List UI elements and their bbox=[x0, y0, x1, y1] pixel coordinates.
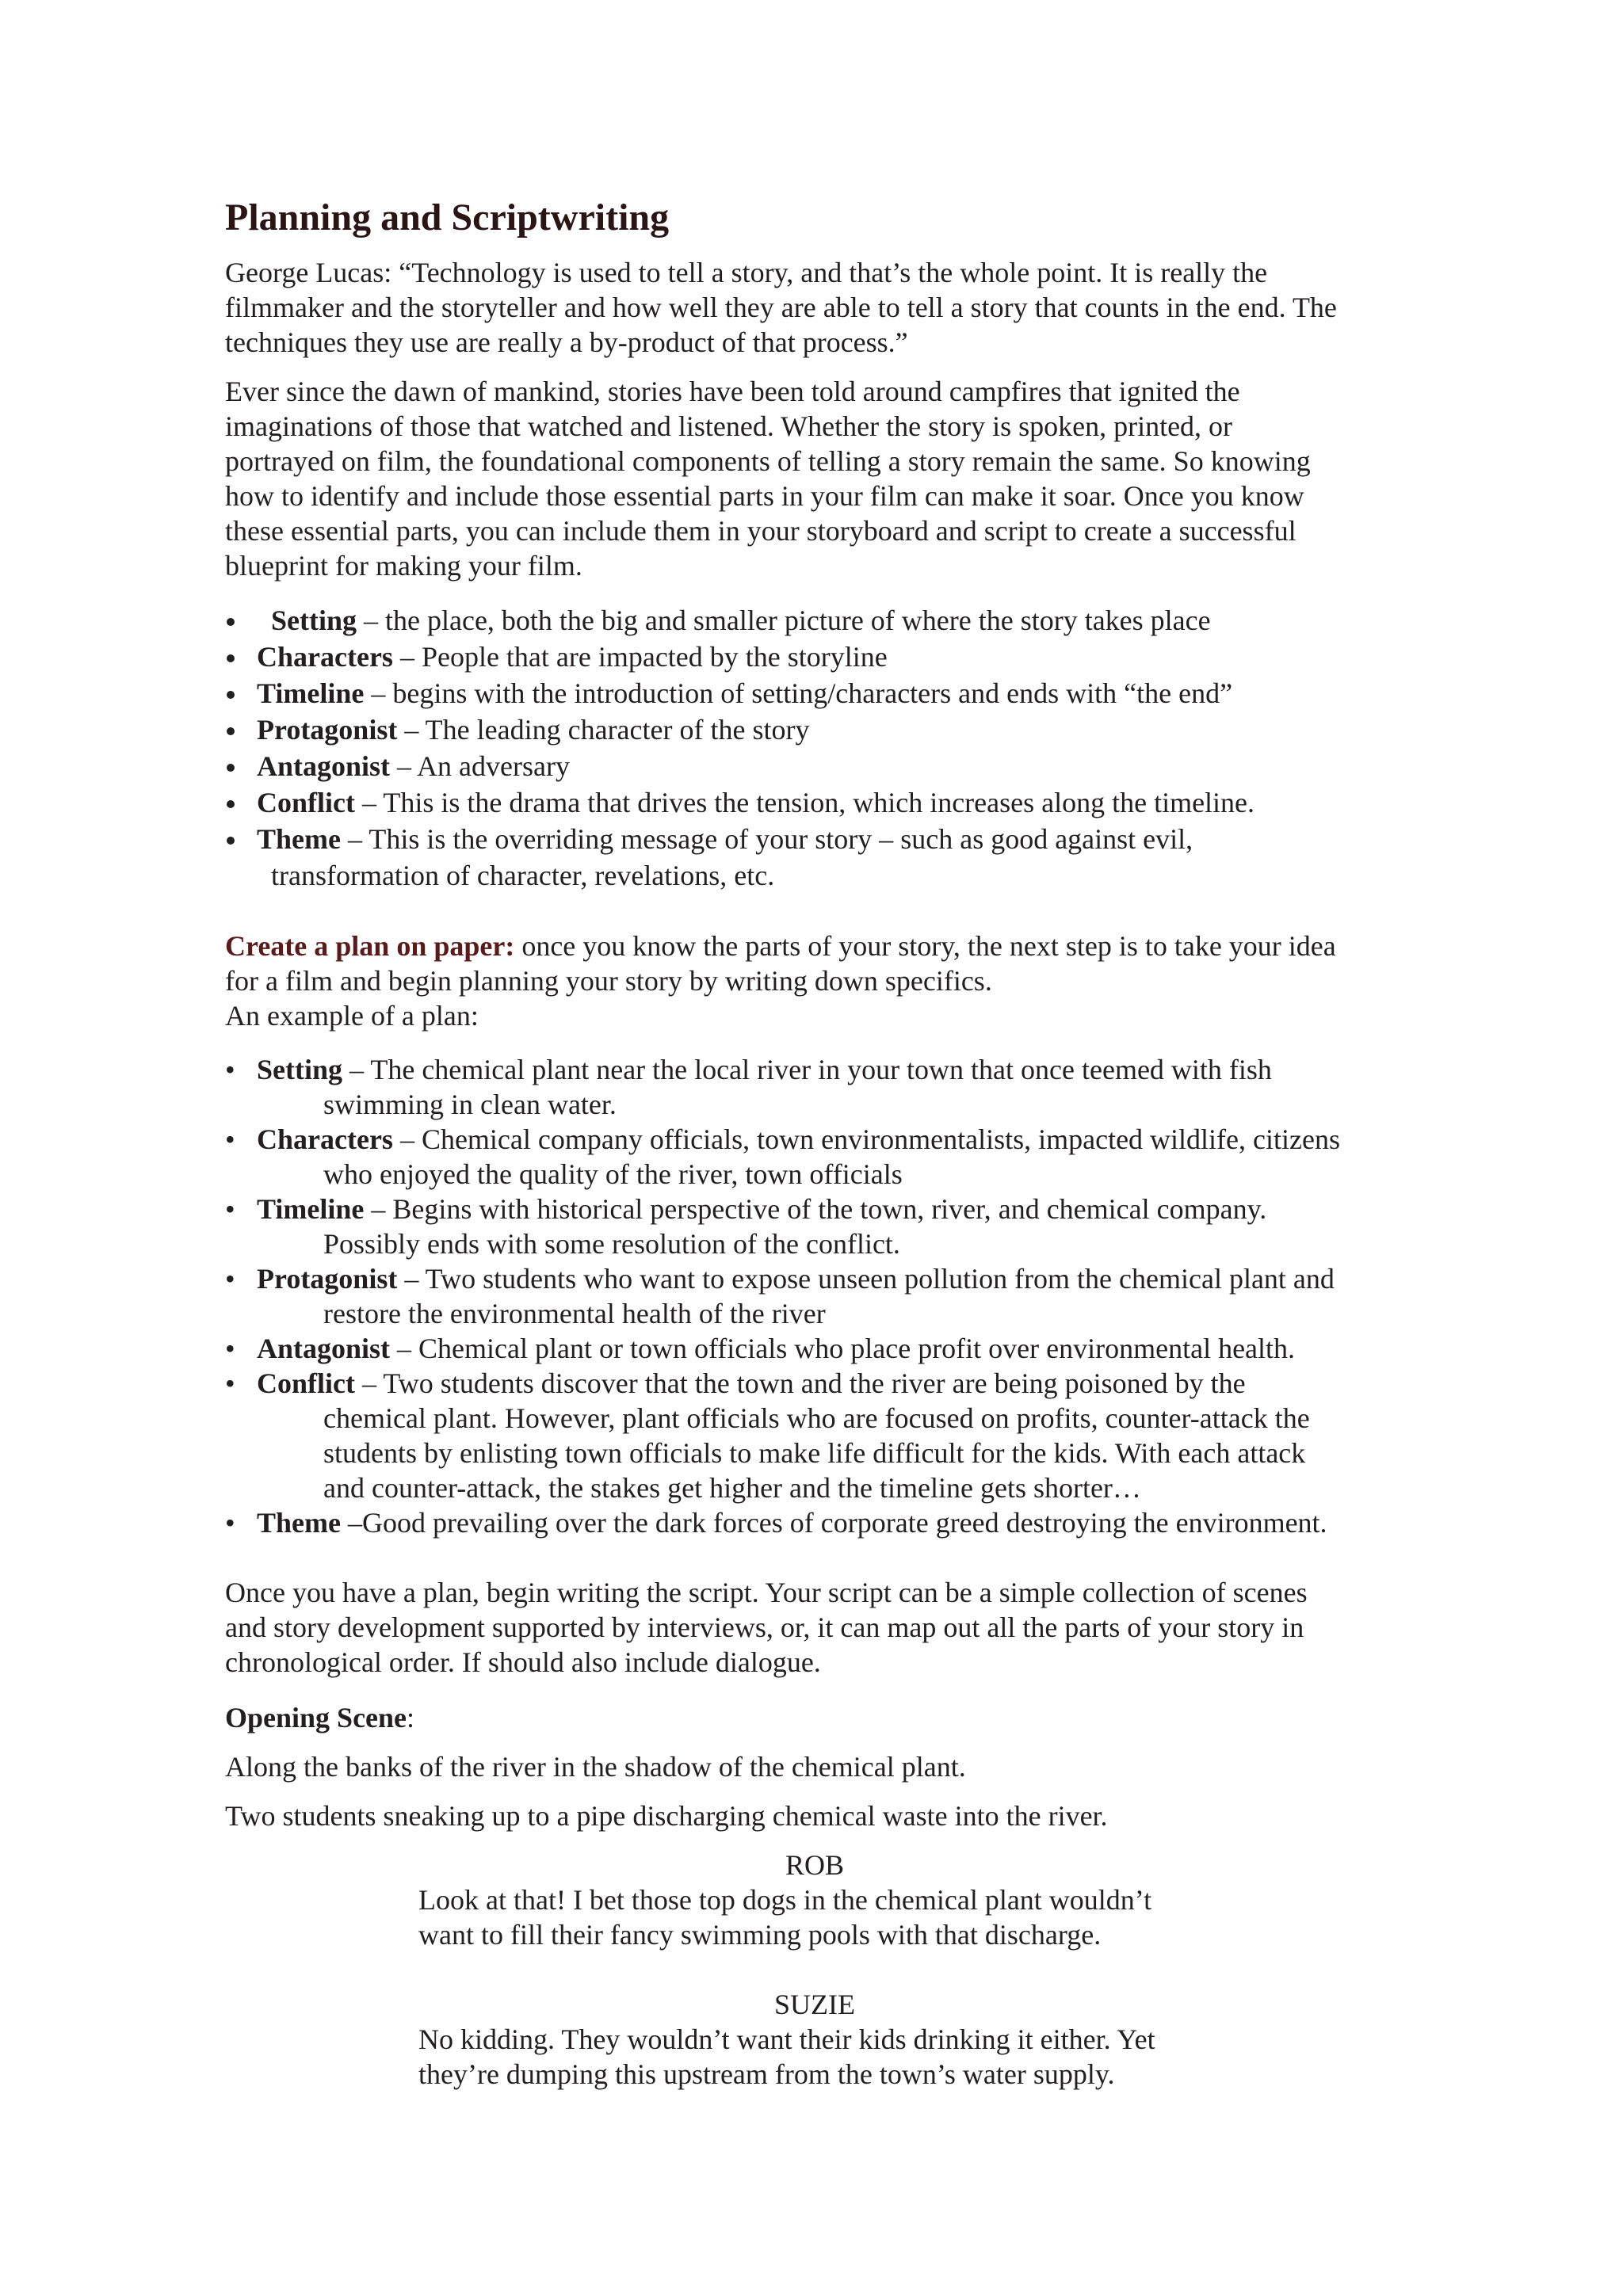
opening-scene-colon: : bbox=[407, 1702, 415, 1733]
script-intro-line: chronological order. If should also include dialogue. bbox=[225, 1646, 821, 1678]
dialogue-line: want to fill their fancy swimming pools with that discharge. bbox=[418, 1919, 1102, 1951]
list-item bbox=[225, 821, 1414, 894]
script-intro-line: Once you have a plan, begin writing the script. Your script can be a simple collection of scenes bbox=[225, 1577, 1308, 1608]
dialogue-line: Look at that! I bet those top dogs in the chemical plant wouldn’t bbox=[418, 1884, 1152, 1916]
intro-line: portrayed on film, the foundational components of telling a story remain the same. So knowing bbox=[225, 445, 1311, 477]
term: Setting bbox=[271, 605, 357, 636]
intro-line: Ever since the dawn of mankind, stories have been told around campfires that ignited the bbox=[225, 376, 1240, 407]
definition: – This is the drama that drives the tension, which increases along the timeline. bbox=[354, 787, 1255, 818]
intro-line: blueprint for making your film. bbox=[225, 550, 582, 582]
intro-line: these essential parts, you can include them in your storyboard and script to create a successful bbox=[225, 515, 1296, 547]
list-item bbox=[225, 784, 1414, 821]
spacer bbox=[225, 894, 1414, 929]
spacer bbox=[225, 1540, 1414, 1575]
definition: – Chemical plant or town officials who place profit over environmental health. bbox=[390, 1333, 1296, 1364]
plan-intro-paragraph bbox=[225, 929, 1414, 1033]
list-item bbox=[225, 1366, 1414, 1505]
list-item bbox=[225, 748, 1414, 784]
definition: – People that are impacted by the storyline bbox=[392, 641, 888, 673]
definition: – Two students discover that the town and the river are being poisoned by the bbox=[354, 1367, 1246, 1399]
script-intro-line: and story development supported by interviews, or, it can map out all the parts of your story in bbox=[225, 1611, 1304, 1643]
definition: – begins with the introduction of setting/characters and ends with “the end” bbox=[364, 677, 1233, 709]
list-item bbox=[225, 1052, 1414, 1122]
term: Conflict bbox=[257, 787, 355, 818]
script-intro-paragraph bbox=[225, 1575, 1414, 1680]
definition: – the place, both the big and smaller picture of where the story takes place bbox=[357, 605, 1211, 636]
definition-continued: swimming in clean water. bbox=[323, 1089, 617, 1120]
plan-intro-line: for a film and begin planning your story by writing down specifics. bbox=[225, 965, 992, 997]
definition-continued: transformation of character, revelations, etc. bbox=[271, 860, 775, 891]
scene-description: Two students sneaking up to a pipe discharging chemical waste into the river. bbox=[225, 1800, 1108, 1832]
definition-continued: chemical plant. However, plant officials who are focused on profits, counter-attack the bbox=[323, 1402, 1310, 1434]
list-item bbox=[225, 1505, 1414, 1540]
scene-description: Along the banks of the river in the shadow of the chemical plant. bbox=[225, 1751, 966, 1783]
plan-intro-text: once you know the parts of your story, the next step is to take your idea bbox=[514, 930, 1336, 962]
opening-scene-label: Opening Scene bbox=[225, 1702, 407, 1733]
opening-scene-heading bbox=[225, 1700, 1414, 1735]
definition-continued: Possibly ends with some resolution of the conflict. bbox=[323, 1228, 900, 1260]
dialogue-line: No kidding. They wouldn’t want their kids drinking it either. Yet bbox=[418, 2023, 1155, 2055]
term: Characters bbox=[257, 1123, 393, 1155]
definition-continued: students by enlisting town officials to make life difficult for the kids. With each attack bbox=[323, 1437, 1306, 1469]
term: Antagonist bbox=[257, 1333, 391, 1364]
quote-line: filmmaker and the storyteller and how well they are able to tell a story that counts in the end. The bbox=[225, 292, 1337, 323]
term: Timeline bbox=[257, 1193, 365, 1225]
definition: – The leading character of the story bbox=[397, 714, 810, 746]
plan-intro-line: An example of a plan: bbox=[225, 1000, 479, 1032]
definition: – Chemical company officials, town environmentalists, impacted wildlife, citizens bbox=[392, 1123, 1340, 1155]
definition: – Begins with historical perspective of the town, river, and chemical company. bbox=[364, 1193, 1267, 1225]
term: Theme bbox=[257, 1507, 341, 1539]
plan-label: Create a plan on paper: bbox=[225, 930, 515, 962]
definition-continued: and counter-attack, the stakes get higher and the timeline gets shorter… bbox=[323, 1472, 1141, 1504]
page-title: Planning and Scriptwriting bbox=[225, 196, 670, 238]
plan-example-list bbox=[225, 1052, 1414, 1540]
list-item bbox=[225, 602, 1414, 639]
list-item bbox=[225, 639, 1414, 675]
list-item bbox=[225, 711, 1414, 748]
term: Protagonist bbox=[257, 714, 398, 746]
quote-line: techniques they use are really a by-product of that process.” bbox=[225, 326, 908, 358]
quote-paragraph bbox=[225, 255, 1414, 360]
intro-paragraph bbox=[225, 374, 1414, 583]
list-item bbox=[225, 1122, 1414, 1192]
intro-line: imaginations of those that watched and listened. Whether the story is spoken, printed, or bbox=[225, 410, 1233, 442]
intro-line: how to identify and include those essential parts in your film can make it soar. Once you know bbox=[225, 480, 1304, 512]
definition-continued: restore the environmental health of the river bbox=[323, 1298, 826, 1329]
list-item bbox=[225, 1331, 1414, 1366]
definition: – This is the overriding message of your story – such as good against evil, bbox=[340, 823, 1193, 855]
document-body bbox=[225, 195, 1414, 2092]
term: Antagonist bbox=[257, 750, 391, 782]
speaker-name: SUZIE bbox=[774, 1989, 855, 2020]
list-item bbox=[225, 1261, 1414, 1331]
story-parts-list bbox=[225, 602, 1414, 894]
term: Conflict bbox=[257, 1367, 355, 1399]
speaker-name: ROB bbox=[785, 1849, 845, 1881]
dialogue-line: they’re dumping this upstream from the town’s water supply. bbox=[418, 2058, 1115, 2090]
spacer bbox=[418, 1952, 1211, 1987]
term: Characters bbox=[257, 641, 393, 673]
term: Protagonist bbox=[257, 1263, 398, 1295]
definition: –Good prevailing over the dark forces of corporate greed destroying the environment. bbox=[340, 1507, 1327, 1539]
term: Timeline bbox=[257, 677, 365, 709]
term: Theme bbox=[257, 823, 341, 855]
term: Setting bbox=[257, 1054, 342, 1085]
list-item bbox=[225, 675, 1414, 711]
dialogue-block bbox=[418, 1848, 1211, 2092]
definition: – Two students who want to expose unseen pollution from the chemical plant and bbox=[397, 1263, 1335, 1295]
list-item bbox=[225, 1192, 1414, 1261]
definition: – An adversary bbox=[390, 750, 570, 782]
definition: – The chemical plant near the local river in your town that once teemed with fish bbox=[342, 1054, 1272, 1085]
quote-line: George Lucas: “Technology is used to tell a story, and that’s the whole point. It is really the bbox=[225, 257, 1268, 288]
definition-continued: who enjoyed the quality of the river, town officials bbox=[323, 1158, 903, 1190]
